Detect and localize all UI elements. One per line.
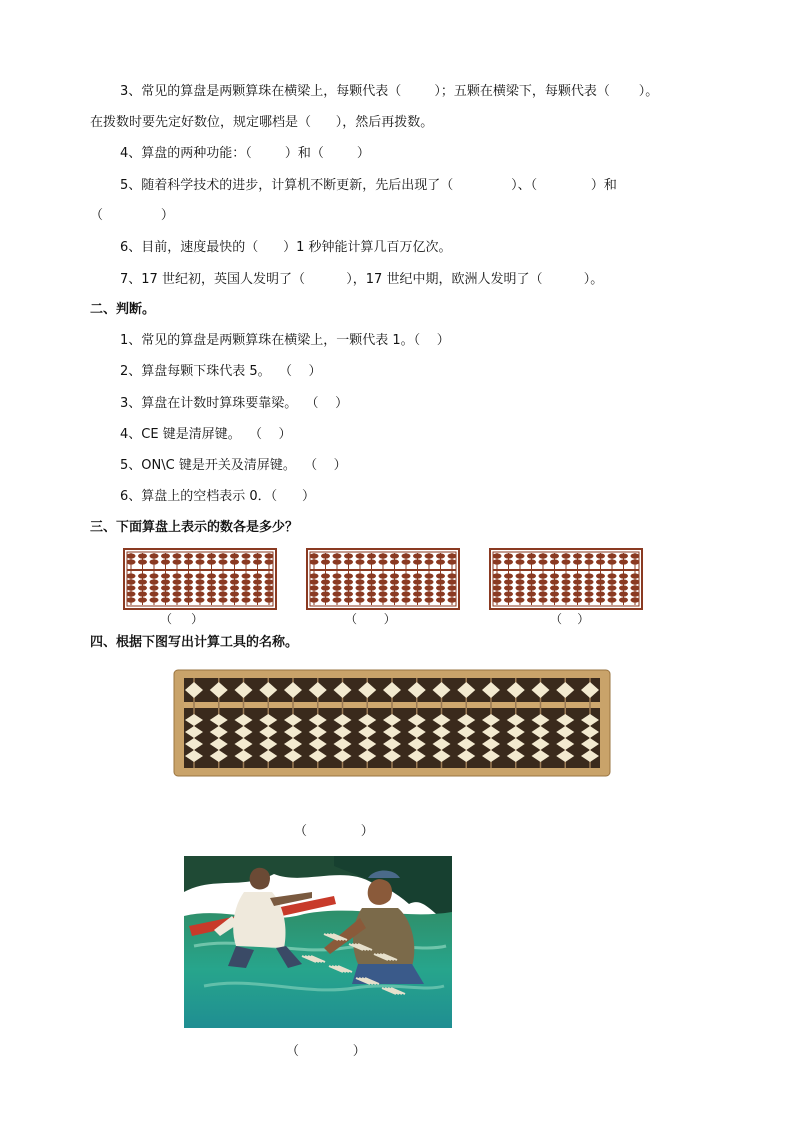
abacus-bead [539,597,548,602]
abacus-bead [436,597,445,602]
abacus-bead [138,585,147,590]
abacus-bead [230,597,239,602]
abacus-bead [242,559,251,564]
abacus-bead [516,597,525,602]
abacus-bead [127,585,136,590]
abacus-bead [379,573,388,578]
abacus-bead [150,591,159,596]
abacus-bead [344,579,353,584]
abacus-bead [585,559,594,564]
abacus-bead [207,585,216,590]
abacus-bead [379,597,388,602]
abacus-bead [367,559,376,564]
abacus-bead [596,585,605,590]
abacus-bead [161,591,170,596]
judge-item-5: 5、ON\C 键是开关及清屏键。 （ ） [120,458,347,473]
abacus-bead [493,597,502,602]
abacus-bead [448,559,457,564]
tool-answer-1: （ ） [294,824,374,839]
abacus-bead [196,597,205,602]
abacus-bead [253,559,262,564]
q6-line: 6、目前，速度最快的（ ）1 秒钟能计算几百万亿次。 [120,240,452,255]
abacus-bead [230,573,239,578]
abacus-bead [196,559,205,564]
abacus-bead [219,579,228,584]
judge-item-3: 3、算盘在计数时算珠要靠梁。 （ ） [120,396,349,411]
abacus-bead [173,585,182,590]
abacus-bead [344,573,353,578]
abacus-bead [230,559,239,564]
abacus-bead [527,591,536,596]
abacus-bead [562,591,571,596]
abacus-bead [242,579,251,584]
abacus-bead [550,591,559,596]
abacus-bead [230,579,239,584]
abacus-bead [367,597,376,602]
abacus-heading: 三、下面算盘上表示的数各是多少？ [90,520,299,535]
abacus-bead [356,585,365,590]
abacus-bead [413,591,422,596]
abacus-bead [596,579,605,584]
abacus-bead [608,597,617,602]
abacus-bead [619,597,628,602]
abacus-bead [356,573,365,578]
abacus-bead [493,553,502,558]
abacus-bead [196,579,205,584]
abacus-bead [390,597,399,602]
abacus-bead [596,597,605,602]
abacus-bead [573,553,582,558]
abacus-answer-3: （ ） [550,612,590,626]
abacus-bead [585,579,594,584]
abacus-bead [184,585,193,590]
abacus-bead [379,579,388,584]
abacus-bead [448,553,457,558]
abacus-bead [619,579,628,584]
abacus-bead [161,573,170,578]
abacus-bead [550,597,559,602]
tools-heading: 四、根据下图写出计算工具的名称。 [90,635,299,650]
abacus-diagram-1 [123,548,277,610]
abacus-bead [310,559,319,564]
abacus-bead [619,585,628,590]
abacus-bead [448,585,457,590]
judge-item-2: 2、算盘每颗下珠代表 5。 （ ） [120,364,322,379]
abacus-bead [573,559,582,564]
abacus-bead [619,591,628,596]
abacus-bead [150,573,159,578]
abacus-bead [242,573,251,578]
abacus-bead [173,573,182,578]
abacus-bead [596,573,605,578]
abacus-bead [310,579,319,584]
abacus-bead [448,591,457,596]
abacus-bead [504,559,513,564]
abacus-bead [413,579,422,584]
abacus-bead [573,573,582,578]
abacus-bead [265,585,274,590]
abacus-bead [516,573,525,578]
abacus-bead [265,591,274,596]
abacus-bead [631,573,640,578]
abacus-bead [631,579,640,584]
abacus-bead [265,573,274,578]
abacus-bead [448,597,457,602]
abacus-bead [516,591,525,596]
abacus-bead [219,597,228,602]
abacus-bead [196,585,205,590]
abacus-bead [138,591,147,596]
abacus-bead [321,573,330,578]
abacus-bead [390,559,399,564]
abacus-bead [321,591,330,596]
abacus-bead [527,597,536,602]
abacus-bead [138,553,147,558]
abacus-bead [242,553,251,558]
judge-heading: 二、判断。 [90,302,156,317]
abacus-bead [402,585,411,590]
abacus-bead [562,585,571,590]
abacus-bead [173,597,182,602]
abacus-bead [344,559,353,564]
abacus-bead [436,559,445,564]
abacus-bead [448,579,457,584]
abacus-bead [539,585,548,590]
abacus-bead [550,579,559,584]
abacus-diagram-2 [306,548,460,610]
abacus-bead [619,559,628,564]
abacus-bead [436,573,445,578]
abacus-bead [539,559,548,564]
abacus-bead [608,559,617,564]
abacus-bead [379,591,388,596]
abacus-bead [608,579,617,584]
abacus-bead [367,591,376,596]
abacus-bead [356,591,365,596]
abacus-bead [184,597,193,602]
abacus-bead [321,585,330,590]
wooden-abacus-image [172,664,612,780]
abacus-bead [333,579,342,584]
abacus-bead [253,591,262,596]
abacus-bead [161,585,170,590]
abacus-bead [608,585,617,590]
abacus-bead [390,585,399,590]
abacus-bead [219,591,228,596]
abacus-bead [436,553,445,558]
abacus-diagram-3 [489,548,643,610]
abacus-bead [562,579,571,584]
abacus-bead [173,553,182,558]
abacus-bead [585,585,594,590]
abacus-bead [184,591,193,596]
abacus-bead [379,559,388,564]
abacus-bead [161,579,170,584]
abacus-bead [242,591,251,596]
abacus-bead [161,597,170,602]
abacus-bead [402,597,411,602]
abacus-bead [425,597,434,602]
q7-line: 7、17 世纪初，英国人发明了（ ），17 世纪中期，欧洲人发明了（ ）。 [120,272,604,287]
abacus-bead [127,591,136,596]
abacus-bead [550,553,559,558]
abacus-bead [390,591,399,596]
abacus-bead [344,585,353,590]
abacus-bead [230,591,239,596]
abacus-bead [413,597,422,602]
abacus-bead [230,553,239,558]
abacus-bead [310,573,319,578]
abacus-bead [631,585,640,590]
abacus-bead [333,585,342,590]
abacus-bead [413,559,422,564]
abacus-bead [367,585,376,590]
abacus-bead [516,553,525,558]
abacus-bead [161,553,170,558]
abacus-bead [516,585,525,590]
tool-answer-2: （ ） [286,1044,366,1059]
counting-rods-illustration [184,856,452,1028]
abacus-bead [196,553,205,558]
abacus-bead [550,559,559,564]
abacus-bead [253,579,262,584]
abacus-bead [596,591,605,596]
abacus-bead [493,573,502,578]
abacus-bead [310,585,319,590]
abacus-bead [413,553,422,558]
abacus-bead [504,597,513,602]
q4-line: 4、算盘的两种功能：（ ）和（ ） [120,146,370,161]
abacus-bead [184,573,193,578]
abacus-bead [127,597,136,602]
abacus-bead [562,597,571,602]
abacus-answer-2: （ ） [345,612,396,626]
abacus-bead [425,573,434,578]
abacus-bead [436,585,445,590]
abacus-bead [367,553,376,558]
abacus-bead [562,573,571,578]
abacus-bead [504,579,513,584]
abacus-bead [585,591,594,596]
abacus-bead [390,573,399,578]
abacus-bead [173,579,182,584]
abacus-bead [585,553,594,558]
abacus-bead [425,585,434,590]
abacus-bead [493,591,502,596]
judge-item-4: 4、CE 键是清屏键。 （ ） [120,427,292,442]
abacus-bead [184,559,193,564]
abacus-bead [539,553,548,558]
abacus-bead [631,597,640,602]
abacus-bead [425,553,434,558]
abacus-bead [631,559,640,564]
abacus-bead [402,573,411,578]
abacus-bead [425,559,434,564]
abacus-bead [631,591,640,596]
abacus-bead [550,573,559,578]
abacus-bead [344,591,353,596]
abacus-bead [310,597,319,602]
q5-line-2: （ ） [90,208,174,223]
abacus-bead [356,559,365,564]
abacus-bead [504,591,513,596]
abacus-bead [367,579,376,584]
abacus-bead [527,573,536,578]
abacus-bead [425,591,434,596]
abacus-bead [585,573,594,578]
abacus-bead [573,591,582,596]
abacus-bead [402,553,411,558]
abacus-bead [356,553,365,558]
abacus-bead [527,579,536,584]
abacus-bead [608,573,617,578]
abacus-bead [196,591,205,596]
abacus-bead [138,573,147,578]
judge-item-6: 6、算盘上的空档表示 0．（ ） [120,489,315,504]
abacus-bead [207,573,216,578]
abacus-bead [402,559,411,564]
abacus-bead [321,597,330,602]
abacus-bead [493,579,502,584]
abacus-bead [619,553,628,558]
abacus-bead [161,559,170,564]
abacus-bead [562,553,571,558]
abacus-bead [150,579,159,584]
abacus-bead [596,559,605,564]
abacus-bead [253,597,262,602]
abacus-bead [539,591,548,596]
abacus-bead [527,559,536,564]
abacus-bead [573,585,582,590]
abacus-bead [425,579,434,584]
abacus-bead [596,553,605,558]
abacus-bead [219,585,228,590]
abacus-bead [321,579,330,584]
abacus-bead [321,553,330,558]
abacus-bead [504,573,513,578]
abacus-bead [356,597,365,602]
abacus-bead [367,573,376,578]
abacus-bead [333,573,342,578]
abacus-bead [242,585,251,590]
abacus-bead [265,553,274,558]
q3-line-2: 在拨数时要先定好数位，规定哪档是（ ），然后再拨数。 [90,115,434,130]
abacus-bead [333,559,342,564]
abacus-bead [333,591,342,596]
abacus-bead [379,585,388,590]
abacus-bead [184,553,193,558]
abacus-bead [573,579,582,584]
abacus-bead [562,559,571,564]
abacus-answer-1: （ ） [160,612,204,626]
abacus-bead [344,597,353,602]
judge-item-1: 1、常见的算盘是两颗算珠在横梁上，一颗代表 1。（ ） [120,333,450,348]
abacus-bead [150,597,159,602]
abacus-bead [504,585,513,590]
abacus-bead [436,579,445,584]
abacus-bead [127,559,136,564]
abacus-bead [333,597,342,602]
abacus-bead [207,579,216,584]
abacus-bead [321,559,330,564]
abacus-bead [619,573,628,578]
abacus-bead [138,559,147,564]
abacus-bead [413,585,422,590]
abacus-bead [207,591,216,596]
abacus-bead [138,597,147,602]
abacus-bead [539,579,548,584]
abacus-bead [402,579,411,584]
abacus-bead [207,597,216,602]
abacus-bead [573,597,582,602]
abacus-bead [253,585,262,590]
abacus-bead [608,553,617,558]
abacus-bead [608,591,617,596]
abacus-bead [585,597,594,602]
abacus-bead [448,573,457,578]
abacus-bead [253,573,262,578]
abacus-bead [379,553,388,558]
abacus-bead [219,573,228,578]
abacus-bead [344,553,353,558]
abacus-bead [150,553,159,558]
abacus-bead [356,579,365,584]
abacus-bead [127,553,136,558]
abacus-bead [207,559,216,564]
abacus-bead [310,591,319,596]
abacus-bead [173,591,182,596]
abacus-bead [219,553,228,558]
abacus-bead [333,553,342,558]
abacus-bead [631,553,640,558]
abacus-bead [253,553,262,558]
abacus-bead [265,579,274,584]
abacus-bead [150,585,159,590]
abacus-bead [184,579,193,584]
q3-line-1: 3、常见的算盘是两颗算珠在横梁上，每颗代表（ ）；五颗在横梁下，每颗代表（ ）。 [120,84,659,99]
abacus-bead [310,553,319,558]
abacus-bead [402,591,411,596]
abacus-bead [127,573,136,578]
abacus-bead [516,559,525,564]
abacus-bead [493,559,502,564]
abacus-bead [390,579,399,584]
abacus-bead [207,553,216,558]
abacus-bead [265,559,274,564]
abacus-bead [527,553,536,558]
abacus-bead [516,579,525,584]
abacus-bead [539,573,548,578]
abacus-bead [550,585,559,590]
abacus-bead [127,579,136,584]
abacus-bead [413,573,422,578]
abacus-bead [219,559,228,564]
abacus-bead [265,597,274,602]
abacus-bead [138,579,147,584]
abacus-bead [230,585,239,590]
q5-line-1: 5、随着科学技术的进步，计算机不断更新，先后出现了（ ）、（ ）和 [120,178,617,193]
abacus-bead [493,585,502,590]
abacus-bead [150,559,159,564]
abacus-bead [196,573,205,578]
abacus-bead [242,597,251,602]
abacus-bead [436,591,445,596]
abacus-bead [390,553,399,558]
abacus-bead [504,553,513,558]
abacus-bead [173,559,182,564]
abacus-bead [527,585,536,590]
